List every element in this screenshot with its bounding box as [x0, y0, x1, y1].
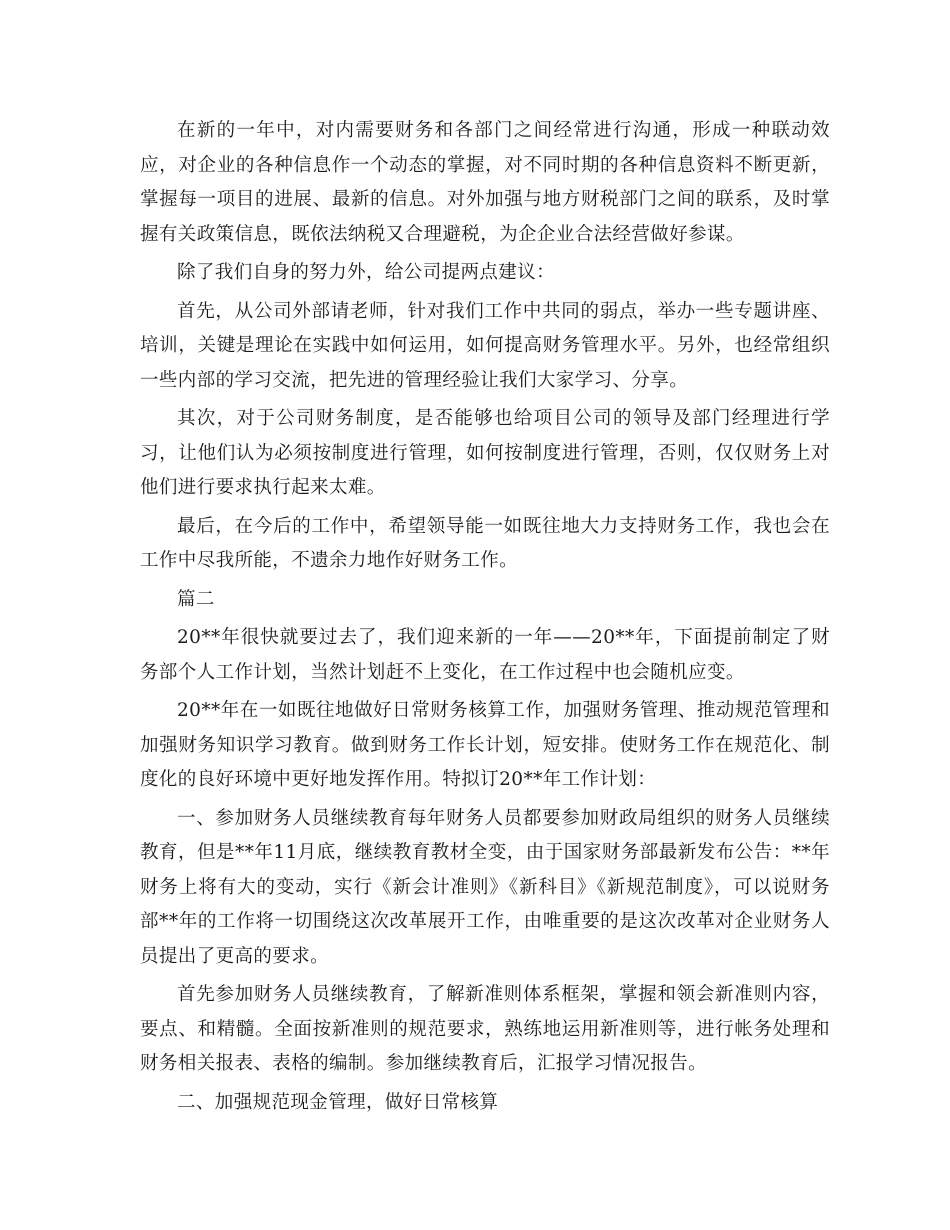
paragraph-9: 首先参加财务人员继续教育，了解新准则体系框架，掌握和领会新准则内容，要点、和精髓。全面按新准则的规范要求，熟练地运用新准则等，进行帐务处理和财务相关报表、表格的编制。参加继续教育后，汇报学习情况报告。 — [140, 984, 830, 1074]
paragraph-3: 首先，从公司外部请老师，针对我们工作中共同的弱点，举办一些专题讲座、培训，关键是理论在实践中如何运用，如何提高财务管理水平。另外，也经常组织一些内部的学习交流，把先进的管理经验让我们大家学习、分享。 — [140, 300, 830, 391]
paragraph-4: 其次，对于公司财务制度，是否能够也给项目公司的领导及部门经理进行学习，让他们认为必须按制度进行管理，如何按制度进行管理，否则，仅仅财务上对他们进行要求执行起来太难。 — [140, 408, 830, 498]
paragraph-1: 在新的一年中，对内需要财务和各部门之间经常进行沟通，形成一种联动效应，对企业的各种信息作一个动态的掌握，对不同时期的各种信息资料不断更新，掌握每一项目的进展、最新的信息。对外加强与地方财税部门之间的联系，及时掌握有关政策信息，既依法纳税又合理避税，为企企业合法经营做好参谋。 — [140, 120, 830, 245]
paragraph-5: 最后，在今后的工作中，希望领导能一如既往地大力支持财务工作，我也会在工作中尽我所能，不遗余力地作好财务工作。 — [140, 515, 830, 571]
paragraph-10: 二、加强规范现金管理，做好日常核算 — [177, 1091, 499, 1113]
paragraph-8: 一、参加财务人员继续教育每年财务人员都要参加财政局组织的财务人员继续教育，但是**年11月底，继续教育教材全变，由于国家财务部最新发布公告：**年财务上将有大的变动，实行《新会计准则》《新科目》《新规范制度》，可以说财务部**年的工作将一切围绕这次改革展开工作，由唯重要的是这次改革对企业财务人员提出了更高的要求。 — [140, 807, 830, 967]
paragraph-6: 20**年很快就要过去了，我们迎来新的一年——20**年，下面提前制定了财务部个人工作计划，当然计划赶不上变化，在工作过程中也会随机应变。 — [140, 627, 830, 683]
document-body — [140, 114, 830, 1124]
paragraph-2: 除了我们自身的努力外，给公司提两点建议： — [177, 262, 556, 283]
section-heading: 篇二 — [177, 588, 215, 610]
paragraph-7: 20**年在一如既往地做好日常财务核算工作，加强财务管理、推动规范管理和加强财务知识学习教育。做到财务工作长计划，短安排。使财务工作在规范化、制度化的良好环境中更好地发挥作用。特拟订20**年工作计划： — [140, 700, 830, 790]
